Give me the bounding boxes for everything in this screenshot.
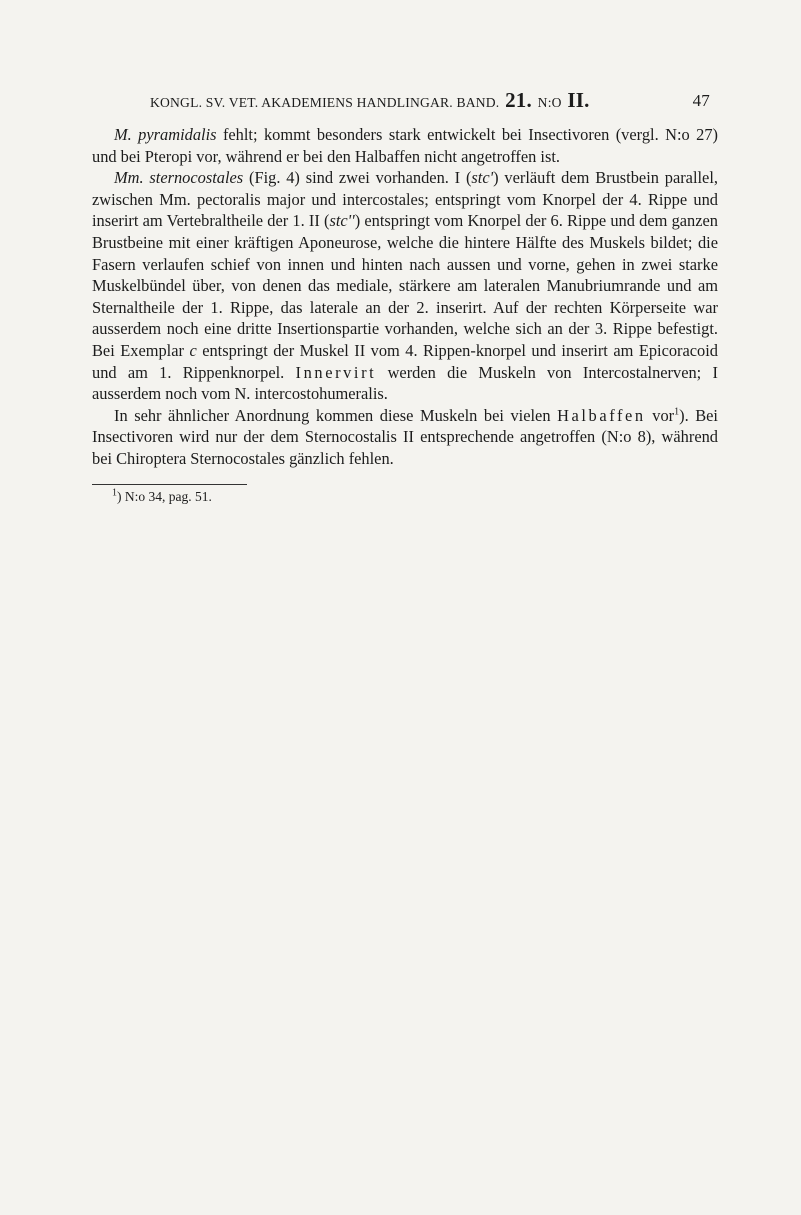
paragraph-text: fehlt; kommt besonders stark entwickelt bei Insectivoren (vergl. N:o 27) und bei Pteropi vor, während er bei den Halbaffen nicht angetroffen ist. [92,125,718,166]
nr-label: N:O [537,95,562,110]
journal-title: KONGL. SV. VET. AKADEMIENS HANDLINGAR. BAND. [150,95,500,110]
paragraph-sternocostales [92,167,718,405]
nr-number: II. [567,88,590,112]
footnote-reference[interactable]: 1 [674,406,680,418]
paragraph-text: ). Bei Insectivoren wird nur der dem Sternocostalis II entsprechende angetroffen (N:o 8), während bei Chiroptera Sternocostales gänzlich fehlen. [92,405,718,468]
emphasis-halbaffen: Halbaffen [557,405,646,425]
paragraph-text: (Fig. 4) sind zwei vorhanden. I ( [249,168,472,188]
muscle-name-sternocostales: Mm. sternocostales [114,168,244,188]
running-head [150,88,710,113]
band-number: 21. [505,88,532,112]
paragraph-text: vor [652,405,675,425]
footnote-divider [92,484,247,485]
emphasis-innervirt: Innervirt [295,362,377,382]
muscle-name-pyramidalis: M. pyramidalis [114,125,217,144]
footnote-text: ) N:o 34, pag. 51. [117,489,212,504]
paragraph-pyramidalis [92,124,718,167]
paragraph-text: entspringt der Muskel II vom 4. Rippen-knorpel und inserirt am Epicoracoid und am 1. Rippenknorpel. [92,340,719,382]
paragraph-halbaffen [92,405,718,470]
footnote-marker: 1 [112,487,117,499]
figure-label: stc' [471,168,494,188]
footnote [112,489,212,505]
figure-label: stc'' [329,211,355,231]
page-number: 47 [692,91,710,110]
paragraph-text: ) verläuft dem Brustbein parallel, zwischen Mm. pectoralis major und intercostales; entspringt vom Knorpel der 4. Rippe und inserirt am Vertebraltheile der 1. II ( [92,168,718,231]
body-text [92,124,718,470]
specimen-label: c [189,340,197,360]
paragraph-text: In sehr ähnlicher Anordnung kommen diese Muskeln bei vielen [114,405,551,425]
paragraph-text: ) entspringt vom Knorpel der 6. Rippe und dem ganzen Brustbeine mit einer kräftigen Aponeurose, welche die hintere Hälfte des Muskels bildet; die Fasern verlaufen schief von innen und hinten nach aussen und vorne, gehen in zwei starke Muskelbündel über, von denen das mediale, stärkere am lateralen Manubriumrande und am Sternaltheile der 1. Rippe, das laterale an der 2. inserirt. Auf der rechten Körperseite war ausserdem noch eine dritte Insertionspartie vorhanden, welche sich an der 3. Rippe befestigt. Bei Exemplar [92,211,718,360]
paragraph-text: werden die Muskeln von Intercostalnerven; I ausserdem noch vom N. intercostohumeralis. [92,362,718,404]
